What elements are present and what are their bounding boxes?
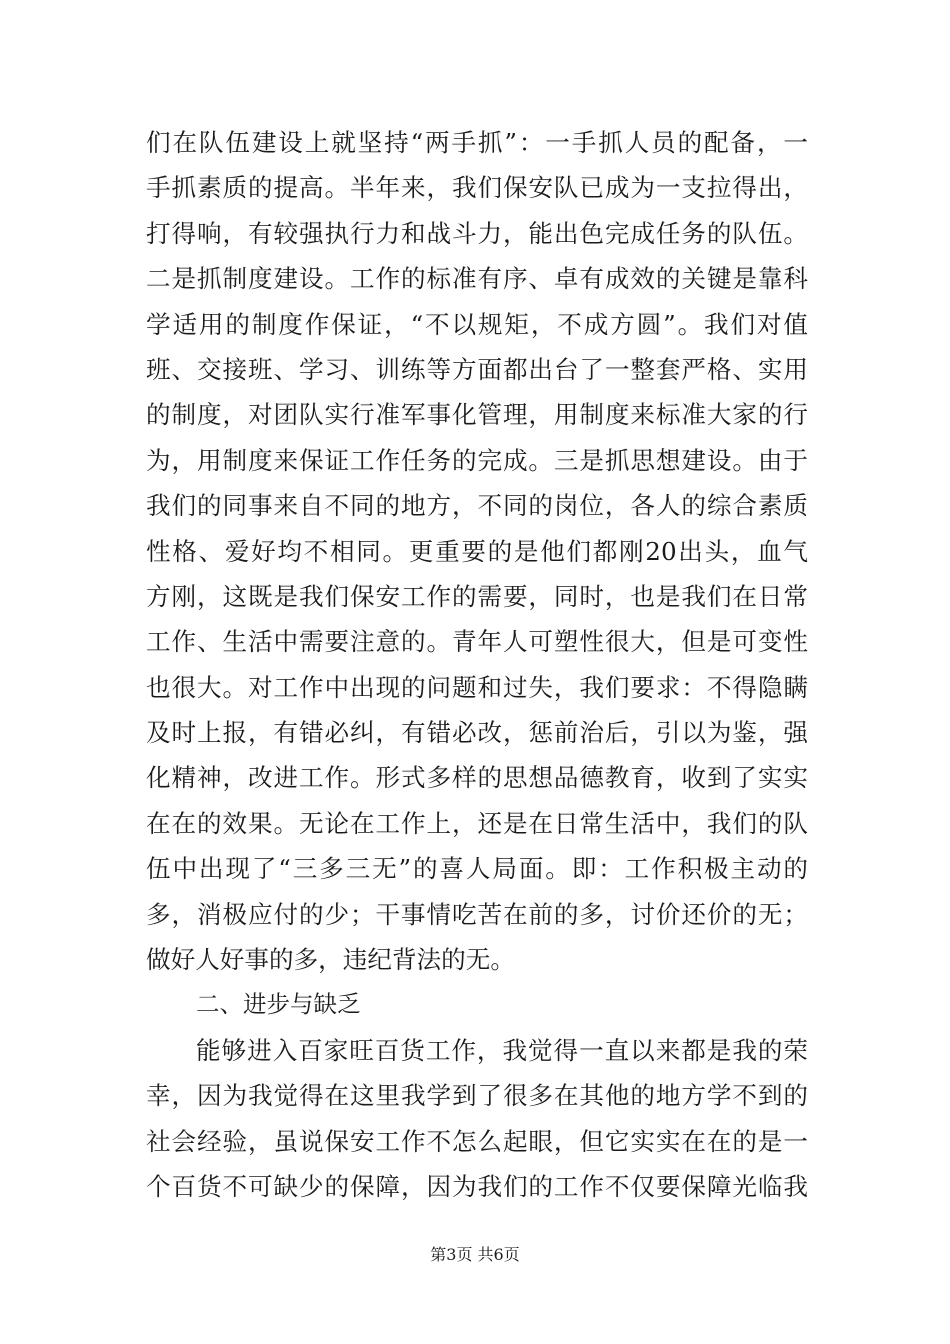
text-line: 做好人好事的多，违纪背法的无。: [146, 945, 515, 975]
text-line: 为，用制度来保证工作任务的完成。三是抓思想建设。由于: [146, 445, 808, 475]
text-line: 在在的效果。无论在工作上，还是在日常生活中，我们的队: [146, 808, 808, 838]
text-line: 工作、生活中需要注意的。青年人可塑性很大，但是可变性: [146, 627, 808, 657]
document-body: [146, 120, 808, 1209]
page-number-footer: 第3页 共6页: [430, 1245, 520, 1264]
text-line: 及时上报，有错必纠，有错必改，惩前治后，引以为鉴，强: [146, 718, 808, 748]
text-line: 伍中出现了“三多三无”的喜人局面。即：工作积极主动的: [146, 854, 808, 884]
text-line: 能够进入百家旺百货工作，我觉得一直以来都是我的荣: [196, 1035, 808, 1065]
text-line: 社会经验，虽说保安工作不怎么起眼，但它实实在在的是一: [146, 1126, 808, 1156]
text-line: 打得响，有较强执行力和战斗力，能出色完成任务的队伍。: [146, 218, 808, 248]
text-line: 多，消极应付的少；干事情吃苦在前的多，讨价还价的无；: [146, 899, 808, 929]
text-line: 性格、爱好均不相同。更重要的是他们都刚20出头，血气: [146, 536, 808, 566]
text-line: 我们的同事来自不同的地方，不同的岗位，各人的综合素质: [146, 491, 808, 521]
text-line: 幸，因为我觉得在这里我学到了很多在其他的地方学不到的: [146, 1081, 808, 1111]
section-heading: 二、进步与缺乏: [196, 990, 361, 1019]
text-line: 学适用的制度作保证，“不以规矩，不成方圆”。我们对值: [146, 309, 808, 339]
text-line: 方刚，这既是我们保安工作的需要，同时，也是我们在日常: [146, 581, 808, 611]
text-line: 的制度，对团队实行准军事化管理，用制度来标准大家的行: [146, 400, 808, 430]
text-line: 也很大。对工作中出现的问题和过失，我们要求：不得隐瞒: [146, 672, 808, 702]
text-line: 手抓素质的提高。半年来，我们保安队已成为一支拉得出，: [146, 173, 808, 203]
text-line: 化精神，改进工作。形式多样的思想品德教育，收到了实实: [146, 763, 808, 793]
text-line: 个百货不可缺少的保障，因为我们的工作不仅要保障光临我: [146, 1171, 808, 1201]
text-line: 们在队伍建设上就坚持“两手抓”：一手抓人员的配备，一: [146, 128, 808, 157]
text-line: 二是抓制度建设。工作的标准有序、卓有成效的关键是靠科: [146, 264, 808, 294]
text-line: 班、交接班、学习、训练等方面都出台了一整套严格、实用: [146, 354, 808, 384]
